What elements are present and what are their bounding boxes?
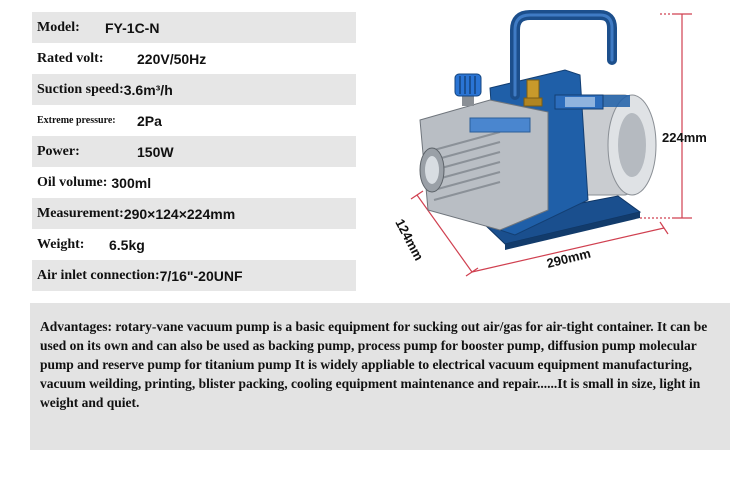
spec-row-oil-volume [32, 167, 356, 198]
spec-value: 300ml [111, 174, 152, 191]
oil-cap-icon [455, 74, 481, 106]
spec-row-suction-speed [32, 74, 356, 105]
spec-value: FY-1C-N [105, 19, 160, 36]
spec-label: Suction speed: [37, 81, 124, 97]
length-label: 290mm [545, 245, 593, 271]
spec-value: 290×124×224mm [123, 205, 236, 222]
width-label: 124mm [392, 216, 427, 263]
spec-row-weight [32, 229, 356, 260]
spec-value: 6.5kg [109, 236, 145, 253]
spec-table [32, 12, 356, 291]
spec-row-air-inlet [32, 260, 356, 291]
advantages-description: Advantages: rotary-vane vacuum pump is a basic equipment for sucking out air/gas for air-tight container. It can be used on its own and can also be used as backing pump, process pump for booster pump, diffusion pump molecular pump and reserve pump for titanium pump It is widely appliable to electrical vacuum equipment manufacturing, vacuum weilding, printing, blister packing, cooling equipment maintenance and repair......It is small in size, light in weight and quiet. [30, 303, 730, 450]
spec-row-extreme-pressure [32, 105, 356, 136]
spec-value: 2Pa [137, 112, 162, 129]
spec-row-rated-volt [32, 43, 356, 74]
spec-label: Rated volt: [37, 50, 104, 66]
spec-row-model [32, 12, 356, 43]
spec-label: Weight: [37, 236, 85, 252]
air-inlet-fitting-icon [524, 80, 542, 106]
spec-value: 7/16"-20UNF [159, 267, 243, 284]
spec-value: 3.6m³/h [123, 81, 173, 98]
spec-row-measurement [32, 198, 356, 229]
spec-label: Oil volume: [37, 174, 108, 190]
pump-housing [420, 100, 548, 230]
spec-label: Air inlet connection: [37, 267, 160, 283]
spec-label: Model: [37, 19, 80, 35]
spec-label: Power: [37, 143, 80, 159]
spec-label: Measurement: [37, 205, 124, 221]
spec-value: 150W [137, 143, 174, 160]
spec-row-power [32, 136, 356, 167]
spec-label: Extreme pressure: [37, 115, 116, 126]
spec-value: 220V/50Hz [137, 50, 207, 67]
vacuum-pump-illustration [370, 0, 750, 300]
height-label: 224mm [662, 130, 707, 145]
